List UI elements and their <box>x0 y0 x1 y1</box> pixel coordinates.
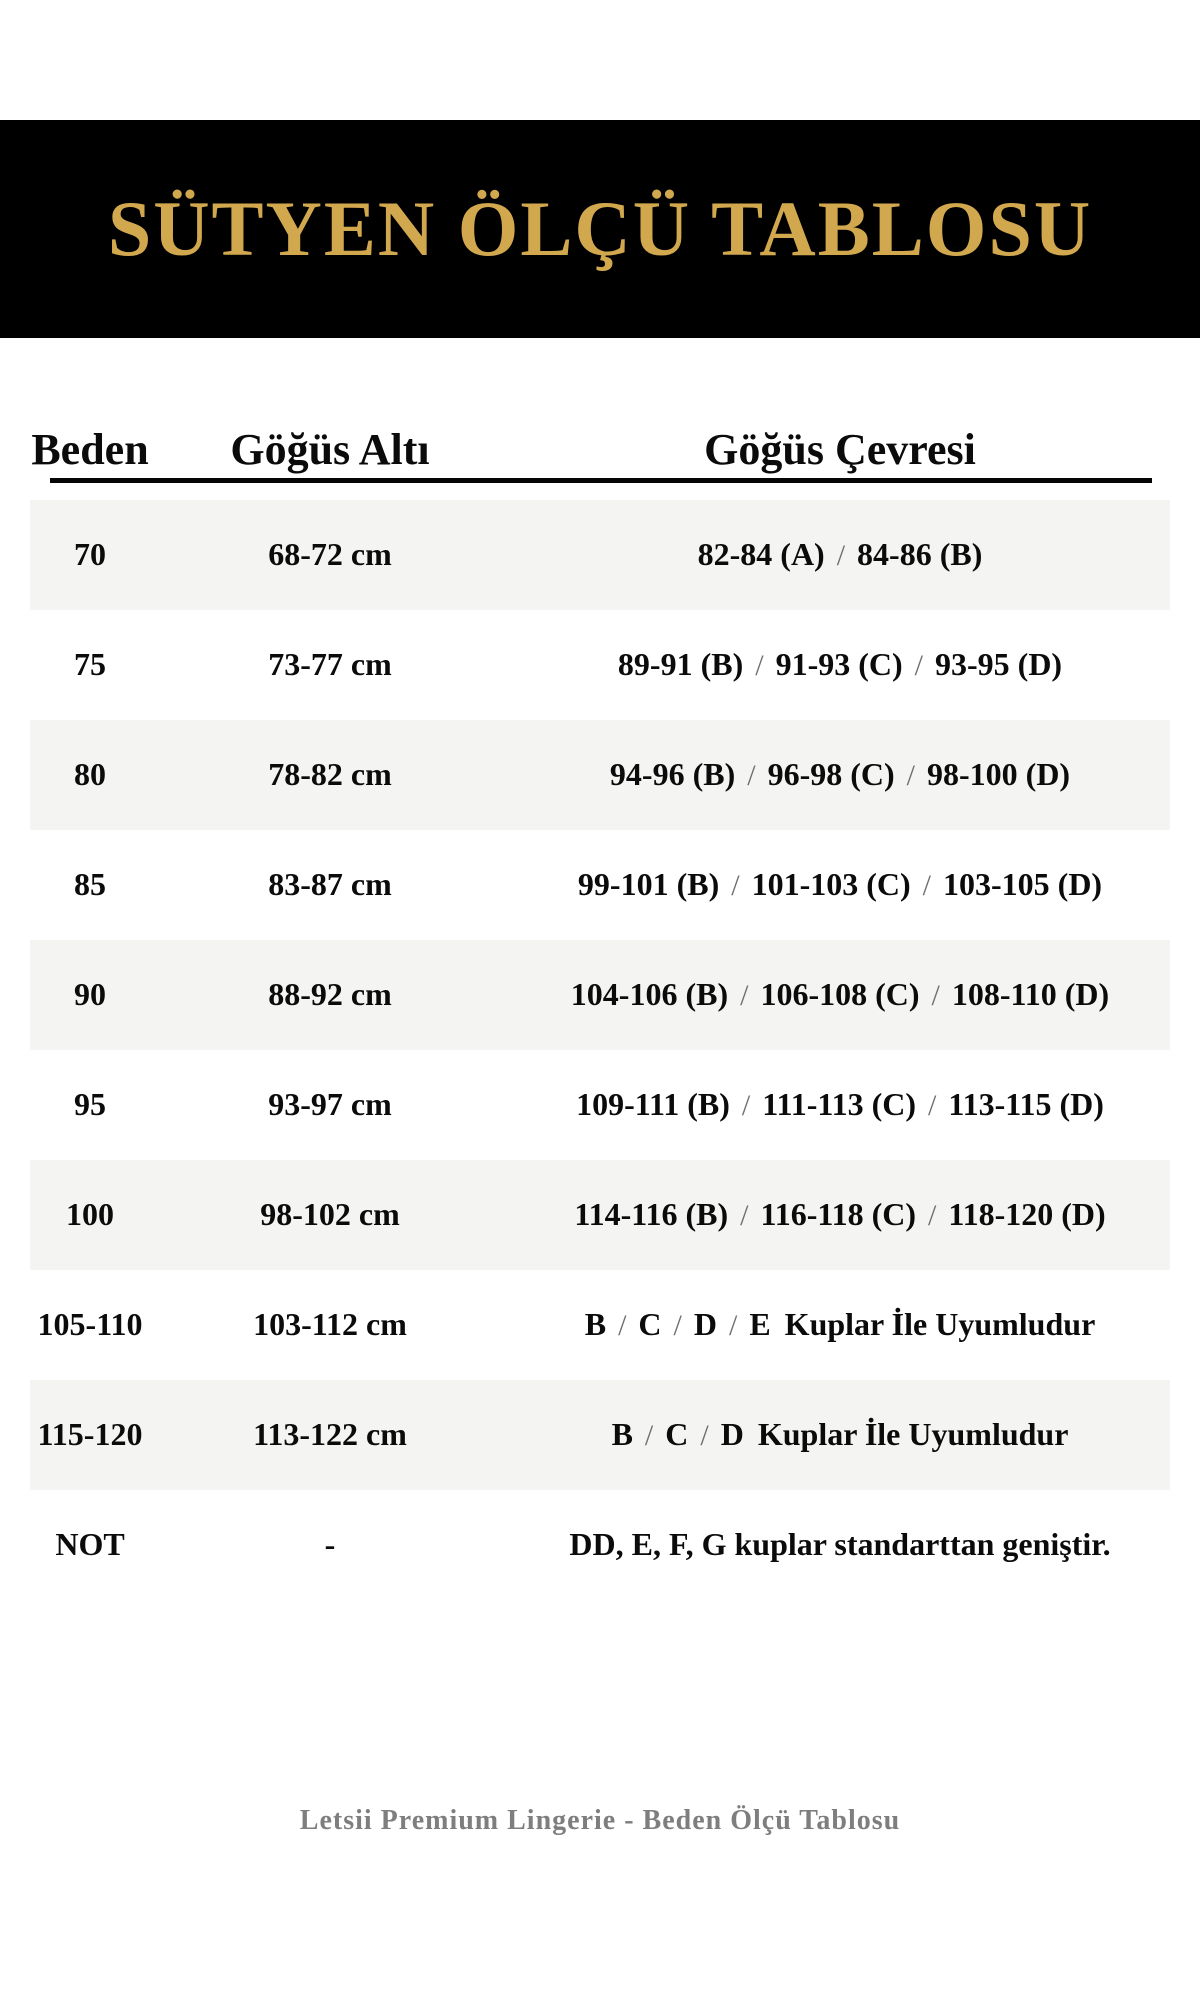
bust-range: DD, E, F, G kuplar standarttan geniştir. <box>569 1526 1111 1563</box>
slash-separator: / <box>740 1199 749 1233</box>
title-band <box>0 120 1200 338</box>
table-row <box>30 720 1170 830</box>
bust-range: 96-98 (C) <box>767 756 895 793</box>
bust-range: 99-101 (B) <box>577 866 720 903</box>
size-cell: NOT <box>55 1526 125 1563</box>
table-row <box>30 940 1170 1050</box>
bust-range: 94-96 (B) <box>609 756 736 793</box>
slash-separator: / <box>928 1199 937 1233</box>
bust-range: 93-95 (D) <box>935 646 1063 683</box>
underbust-cell: 103-112 cm <box>253 1306 407 1343</box>
slash-separator: / <box>928 1089 937 1123</box>
underbust-cell: 73-77 cm <box>268 646 392 683</box>
bust-range: E <box>749 1306 771 1343</box>
underbust-cell: 68-72 cm <box>268 536 392 573</box>
size-cell: 115-120 <box>37 1416 143 1453</box>
bust-range: 111-113 (C) <box>762 1086 916 1123</box>
slash-separator: / <box>922 869 931 903</box>
bust-range: 108-110 (D) <box>951 976 1110 1013</box>
bust-range: B <box>611 1416 633 1453</box>
header-underline <box>50 478 1152 483</box>
slash-separator: / <box>728 1309 738 1343</box>
bust-cell <box>510 1197 1170 1232</box>
bust-range: 114-116 (B) <box>574 1196 729 1233</box>
bust-cell <box>510 757 1170 792</box>
bust-range: 84-86 (B) <box>857 536 983 573</box>
bust-cell <box>510 1307 1170 1342</box>
table-row <box>30 1490 1170 1600</box>
bust-cell <box>510 647 1170 682</box>
table-row <box>30 1160 1170 1270</box>
table-row <box>30 1380 1170 1490</box>
bust-range: 91-93 (C) <box>775 646 903 683</box>
bust-range: 82-84 (A) <box>697 536 825 573</box>
underbust-cell: 98-102 cm <box>260 1196 400 1233</box>
size-cell: 100 <box>66 1196 114 1233</box>
column-header-gogus-cevresi: Göğüs Çevresi <box>704 425 976 474</box>
column-header-gogus-alti: Göğüs Altı <box>230 425 430 474</box>
bust-range: 118-120 (D) <box>948 1196 1106 1233</box>
table-row <box>30 830 1170 940</box>
bust-cell <box>510 867 1170 902</box>
bust-range: 101-103 (C) <box>751 866 911 903</box>
size-cell: 105-110 <box>37 1306 143 1343</box>
bust-range: 104-106 (B) <box>570 976 729 1013</box>
bust-range: 89-91 (B) <box>617 646 744 683</box>
slash-separator: / <box>741 1089 751 1123</box>
underbust-cell: 93-97 cm <box>268 1086 392 1123</box>
slash-separator: / <box>755 649 764 683</box>
size-cell: 70 <box>74 536 106 573</box>
bust-range: C <box>665 1416 689 1453</box>
underbust-cell: 88-92 cm <box>268 976 392 1013</box>
bust-range: 116-118 (C) <box>760 1196 916 1233</box>
bust-range: D <box>693 1306 717 1343</box>
bust-cell <box>510 1527 1170 1562</box>
table-row <box>30 610 1170 720</box>
column-header-beden: Beden <box>31 425 149 474</box>
slash-separator: / <box>673 1309 682 1343</box>
bust-range: 103-105 (D) <box>943 866 1103 903</box>
bust-cell <box>510 977 1170 1012</box>
bust-range: 109-111 (B) <box>576 1086 730 1123</box>
bust-range: 113-115 (D) <box>948 1086 1104 1123</box>
table-row <box>30 1270 1170 1380</box>
table-body <box>30 500 1170 1600</box>
bust-cell <box>510 1087 1170 1122</box>
size-cell: 75 <box>74 646 106 683</box>
bust-range: C <box>638 1306 662 1343</box>
bust-cell <box>510 1417 1170 1452</box>
size-cell: 80 <box>74 756 106 793</box>
bust-cell <box>510 537 1170 572</box>
table-header-row <box>30 410 1170 478</box>
underbust-cell: 83-87 cm <box>268 866 392 903</box>
bust-range: 106-108 (C) <box>760 976 920 1013</box>
bust-range: D <box>720 1416 744 1453</box>
bust-suffix: Kuplar İle Uyumludur <box>784 1306 1096 1343</box>
underbust-cell: 113-122 cm <box>253 1416 407 1453</box>
slash-separator: / <box>700 1419 709 1453</box>
slash-separator: / <box>644 1419 654 1453</box>
bust-suffix: Kuplar İle Uyumludur <box>757 1416 1069 1453</box>
table-row <box>30 500 1170 610</box>
slash-separator: / <box>914 649 923 683</box>
bust-range: B <box>584 1306 607 1343</box>
slash-separator: / <box>747 759 756 793</box>
slash-separator: / <box>906 759 915 793</box>
bust-range: 98-100 (D) <box>927 756 1071 793</box>
footer-credit: Letsii Premium Lingerie - Beden Ölçü Tablosu <box>299 1805 901 1836</box>
slash-separator: / <box>931 979 940 1013</box>
slash-separator: / <box>836 539 846 573</box>
page-title: SÜTYEN ÖLÇÜ TABLOSU <box>107 185 1093 272</box>
slash-separator: / <box>731 869 740 903</box>
size-table <box>30 410 1170 1600</box>
table-row <box>30 1050 1170 1160</box>
underbust-cell: 78-82 cm <box>268 756 392 793</box>
size-cell: 85 <box>74 866 106 903</box>
size-cell: 95 <box>74 1086 106 1123</box>
underbust-cell: - <box>324 1526 336 1563</box>
size-cell: 90 <box>74 976 106 1013</box>
slash-separator: / <box>618 1309 627 1343</box>
slash-separator: / <box>740 979 749 1013</box>
